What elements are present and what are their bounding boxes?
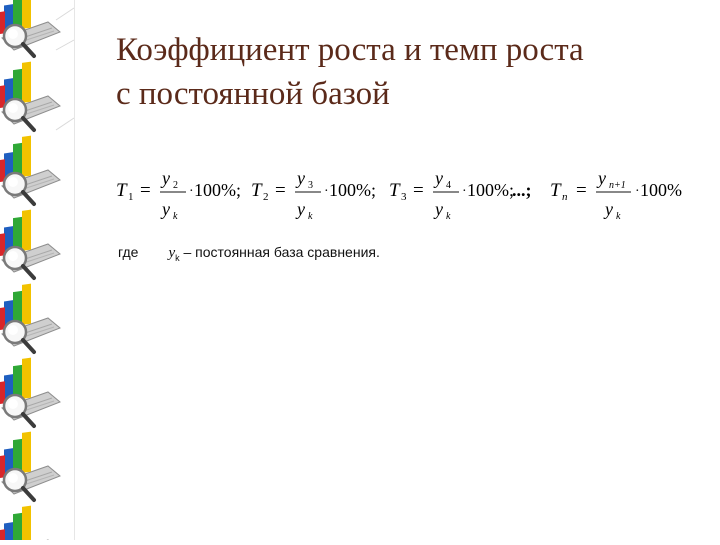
t-symbol: T	[251, 180, 262, 201]
explanation-text: – постоянная база сравнения.	[179, 244, 380, 260]
t-subscript: 1	[128, 191, 134, 203]
formula-term-1	[116, 168, 241, 222]
t-symbol: T	[389, 180, 400, 201]
numerator-y: y	[297, 168, 305, 188]
formula-term-2	[251, 168, 376, 222]
t-symbol: T	[116, 180, 127, 201]
numerator-sub: 2	[173, 180, 178, 191]
formula-explanation	[118, 244, 380, 263]
base-symbol-sub: k	[175, 252, 180, 263]
numerator-y: y	[162, 168, 170, 188]
numerator-y: y	[598, 168, 606, 188]
title-line-1: Коэффициент роста и темп роста	[116, 32, 584, 68]
equals-sign: =	[140, 180, 151, 201]
strip-divider	[74, 0, 75, 540]
numerator-sub: n+1	[609, 180, 626, 191]
term-tail: 100%;	[194, 180, 241, 200]
denominator-y: y	[162, 199, 170, 219]
base-symbol: y	[168, 245, 176, 261]
equals-sign: =	[275, 180, 286, 201]
numerator-sub: 3	[308, 180, 313, 191]
formula-block	[110, 162, 710, 232]
slide-title	[116, 28, 584, 116]
formula-svg	[110, 162, 710, 232]
ellipsis: ...;	[512, 180, 532, 200]
numerator-y: y	[435, 168, 443, 188]
denominator-sub: k	[308, 211, 313, 222]
equals-sign: =	[413, 180, 424, 201]
multiply-dot: ·	[189, 184, 194, 199]
multiply-dot: ·	[635, 184, 640, 199]
denominator-sub: k	[446, 211, 451, 222]
t-subscript: n	[562, 191, 568, 203]
term-tail: 100%;	[467, 180, 514, 200]
denominator-y: y	[435, 199, 443, 219]
multiply-dot: ·	[462, 184, 467, 199]
t-subscript: 2	[263, 191, 269, 203]
t-symbol: T	[550, 180, 561, 201]
title-line-2: с постоянной базой	[116, 76, 390, 112]
decorative-side-strip	[0, 0, 78, 540]
denominator-y: y	[605, 199, 613, 219]
formula-term-n	[550, 168, 682, 222]
side-strip-art	[0, 0, 78, 540]
denominator-sub: k	[173, 211, 178, 222]
where-word: где	[118, 244, 139, 260]
numerator-sub: 4	[446, 180, 451, 191]
equals-sign: =	[576, 180, 587, 201]
term-tail: 100%	[640, 180, 682, 200]
t-subscript: 3	[401, 191, 407, 203]
multiply-dot: ·	[324, 184, 329, 199]
denominator-sub: k	[616, 211, 621, 222]
formula-term-3	[389, 168, 514, 222]
term-tail: 100%;	[329, 180, 376, 200]
denominator-y: y	[297, 199, 305, 219]
